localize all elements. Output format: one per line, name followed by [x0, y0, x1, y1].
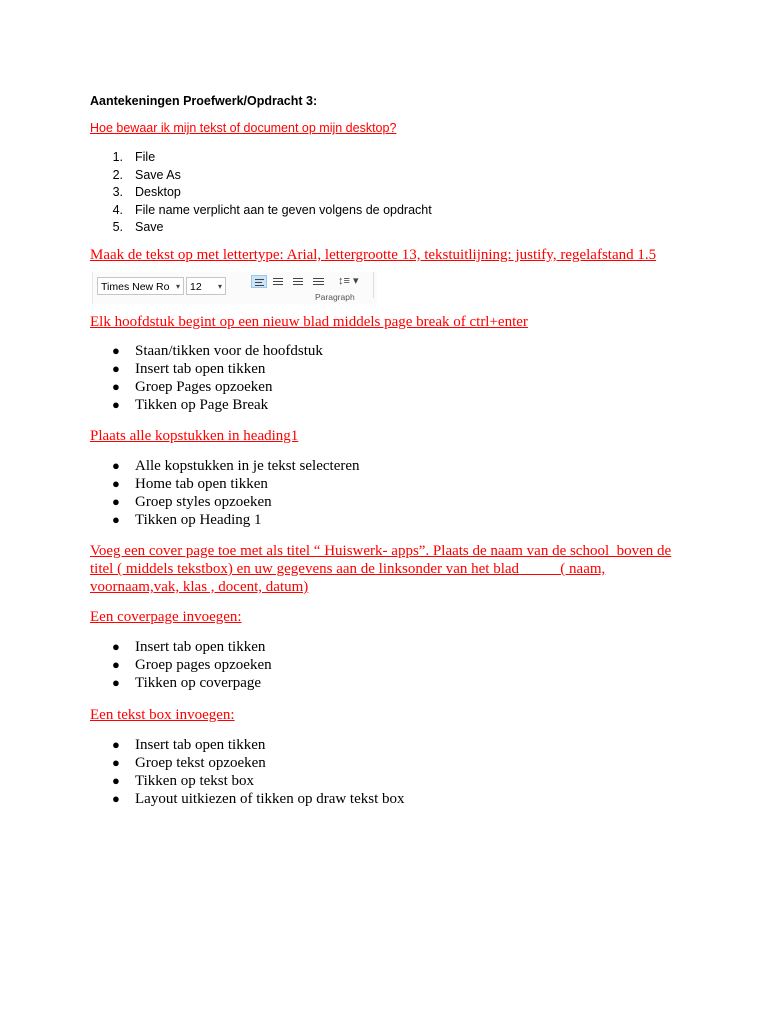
- bullet-icon: ●: [112, 343, 120, 358]
- list-item: ● Staan/tikken voor de hoofdstuk: [90, 342, 323, 360]
- bullet-icon: ●: [112, 361, 120, 376]
- font-size-dropdown: 12 ▾: [186, 277, 226, 295]
- list-item: ● Tikken op coverpage: [90, 674, 272, 692]
- bullet-icon: ●: [112, 755, 120, 770]
- page-break-steps-list: [90, 342, 323, 414]
- list-item: ● Tikken op tekst box: [90, 772, 405, 790]
- list-item: ● Insert tab open tikken: [90, 736, 405, 754]
- list-item: 3. Desktop: [112, 185, 181, 200]
- font-name-dropdown: Times New Ro ▾: [97, 277, 184, 295]
- bullet-icon: ●: [112, 458, 120, 473]
- bullet-icon: ●: [112, 675, 120, 690]
- bullet-icon: ●: [112, 639, 120, 654]
- question-save-heading: Hoe bewaar ik mijn tekst of document op mijn desktop?: [90, 121, 397, 135]
- list-item: 1. File: [112, 150, 156, 164]
- list-item: ● Tikken op Heading 1: [90, 511, 360, 529]
- cover-instruction-line-2: titel ( middels tekstbox) en uw gegevens aan de linksonder van het blad ( naam,: [90, 561, 606, 577]
- bullet-icon: ●: [112, 379, 120, 394]
- bullet-icon: ●: [112, 512, 120, 527]
- align-left-icon: [251, 275, 267, 288]
- heading1-heading: Plaats alle kopstukken in heading1: [90, 428, 299, 444]
- save-steps-list: [90, 149, 432, 237]
- list-item: ● Home tab open tikken: [90, 475, 360, 493]
- font-instruction-heading: Maak de tekst op met lettertype: Arial, lettergrootte 13, tekstuitlijning: justify, regelafstand 1.5: [90, 247, 657, 263]
- list-item: ● Insert tab open tikken: [90, 360, 323, 378]
- list-item: ● Tikken op Page Break: [90, 396, 323, 414]
- list-item: ● Groep Pages opzoeken: [90, 378, 323, 396]
- list-item: 5. Save: [112, 220, 164, 235]
- heading1-steps-list: [90, 457, 360, 529]
- list-item: ● Groep styles opzoeken: [90, 493, 360, 511]
- list-item: ● Layout uitkiezen of tikken op draw tekst box: [90, 790, 405, 808]
- bullet-icon: ●: [112, 476, 120, 491]
- ribbon-screenshot: [92, 272, 377, 304]
- justify-icon: [310, 275, 326, 288]
- list-item: 2. Save As: [112, 167, 181, 182]
- paragraph-group-label: Paragraph: [315, 292, 355, 302]
- list-item: ● Alle kopstukken in je tekst selecteren: [90, 457, 360, 475]
- textbox-heading: Een tekst box invoegen:: [90, 707, 235, 723]
- textbox-steps-list: [90, 736, 405, 808]
- ribbon-divider: [373, 272, 374, 298]
- bullet-icon: ●: [112, 397, 120, 412]
- align-center-icon: [270, 275, 286, 288]
- chevron-down-icon: ▾: [217, 282, 222, 291]
- cover-instruction-line-3: voornaam,vak, klas , docent, datum): [90, 579, 309, 595]
- list-item: ● Insert tab open tikken: [90, 638, 272, 656]
- bullet-icon: ●: [112, 494, 120, 509]
- bullet-icon: ●: [112, 791, 120, 806]
- align-right-icon: [290, 275, 306, 288]
- chevron-down-icon: ▾: [175, 282, 180, 291]
- list-item: 4. File name verplicht aan te geven volgens de opdracht: [112, 202, 432, 217]
- page-break-heading: Elk hoofdstuk begint op een nieuw blad middels page break of ctrl+enter: [90, 314, 528, 330]
- coverpage-steps-list: [90, 638, 272, 692]
- list-item: ● Groep pages opzoeken: [90, 656, 272, 674]
- bullet-icon: ●: [112, 737, 120, 752]
- document-title: Aantekeningen Proefwerk/Opdracht 3:: [90, 94, 318, 108]
- bullet-icon: ●: [112, 657, 120, 672]
- coverpage-heading: Een coverpage invoegen:: [90, 609, 242, 625]
- bullet-icon: ●: [112, 773, 120, 788]
- line-spacing-icon: ↕≡ ▾: [338, 275, 359, 287]
- list-item: ● Groep tekst opzoeken: [90, 754, 405, 772]
- cover-instruction-line-1: Voeg een cover page toe met als titel “ Huiswerk- apps”. Plaats de naam van de school boven de: [90, 543, 672, 559]
